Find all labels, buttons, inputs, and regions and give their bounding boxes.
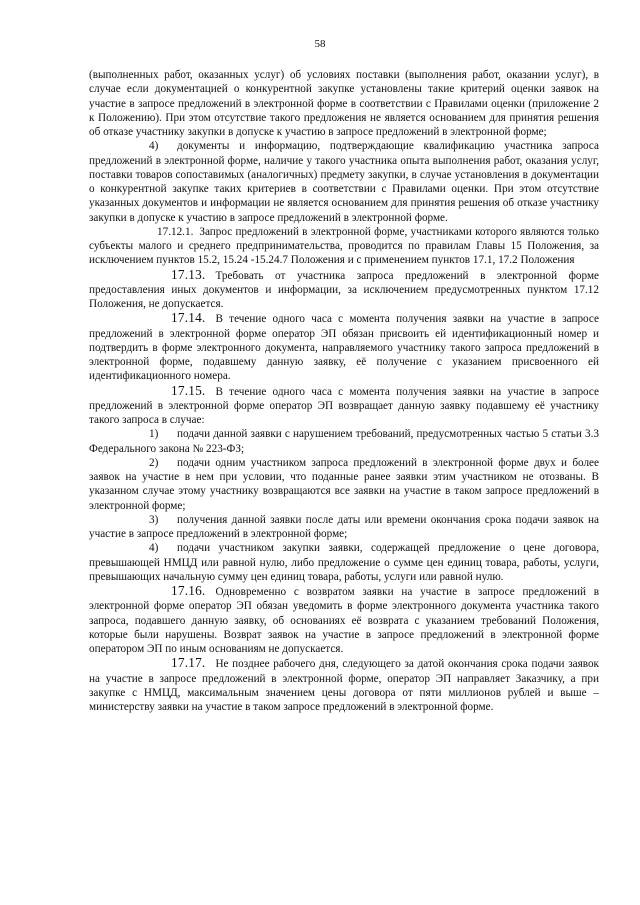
clause-text: Не позднее рабочего дня, следующего за датой окончания срока подачи заявок на участие в запросе предложений в электронной форме, оператор ЭП направляет Заказчику, а при закупке с НМЦД, максимальным значением цены договора от пяти миллионов рублей и выше – министерству заявки на участие в таком запросе предложений в электронной форме. <box>89 658 599 713</box>
clause-text: Запрос предложений в электронной форме, участниками которого являются только субъекты малого и среднего предпринимательства, проводится по правилам Главы 15 Положения, за исключением пунктов 15.2, 15.24 -15.24.7 Положения и с применением пунктов 17.1, 17.2 Положения <box>89 225 599 267</box>
list-item-number: 3) <box>149 513 159 526</box>
clause-text: В течение одного часа с момента получения заявки на участие в запросе предложений в электронной форме оператор ЭП возвращает данную заявку подавшему её участнику такого запроса в случае: <box>89 385 599 426</box>
page-number: 58 <box>314 38 326 50</box>
clause-17-13 <box>89 268 599 312</box>
list-item-text: получения данной заявки после даты или времени окончания срока подачи заявок на участие в запросе предложений в электронной форме; <box>89 513 599 540</box>
clause-17-17 <box>89 656 599 714</box>
clause-17-16 <box>89 584 599 656</box>
list-item-text: документы и информацию, подтверждающие квалификацию участника запроса предложений в электронной форме, наличие у такого участника опыта выполнения работ, оказания услуг, поставки товаров сопоставимых (аналогичных) предмету закупки, в случае установления в документации о конкурентной закупке таких критериев в соответствии с Правилами оценки. При этом отсутствие указанных документов и информации не является основанием для принятия решения об отказе участнику закупки в допуске к участию в запросе предложений в электронной форме. <box>89 140 599 224</box>
list-item-text: подачи одним участником запроса предложений в электронной форме двух и более заявок на участие в нем при условии, что поданные ранее заявки этим участником не отозваны. В указанном случае этому участнику возвращаются все заявки на участие в таком запросе предложений в электронной форме; <box>89 456 599 512</box>
clause-number: 17.17. <box>171 655 206 671</box>
paragraph-continuation <box>89 68 599 139</box>
list-item-number: 2) <box>149 456 159 469</box>
paragraph-text: (выполненных работ, оказанных услуг) об условиях поставки (выполнения работ, оказании услуг), в случае если документацией о конкурентной закупке установлены такие критерий оценки заявок на участие в запросе предложений в электронной форме в соответствии с Правилами оценки (приложение 2 к Положению). При этом отсутствие такого предложения не является основанием для принятия решения об отказе участнику закупки в допуске к участию в запросе предложений в электронной форме; <box>89 69 599 138</box>
clause-text: Одновременно с возвратом заявки на участие в запросе предложений в электронной форме оператор ЭП обязан уведомить в форме электронного документа участника такого запроса, подавшего данную заявку, об основаниях её возврата с указанием требований Положения, которые были нарушены. Возврат заявок на участие в запросе предложений в электронной форме оператором ЭП по иным основаниям не допускается. <box>89 586 599 655</box>
clause-number: 17.12.1. <box>157 225 194 238</box>
list-item-number: 4) <box>149 542 159 555</box>
list-item <box>89 541 599 584</box>
clause-number: 17.14. <box>171 310 206 326</box>
clause-number: 17.16. <box>171 583 206 598</box>
clause-17-14 <box>89 311 599 383</box>
list-item-text: подачи участником закупки заявки, содержащей предложение о цене договора, превышающей НМЦД или равной нулю, либо предложение о сумме цен единиц товара, работы, услуги, превышающих начальную сумму цен единиц товара, работы, услуги или равной нулю. <box>89 542 599 583</box>
clause-text: Требовать от участника запроса предложений в электронной форме предоставления иных документов и информации, за исключением предусмотренных пунктом 17.12 Положения, не допускается. <box>89 269 599 310</box>
clause-17-12-1 <box>89 225 599 268</box>
list-item <box>89 513 599 542</box>
list-item <box>89 139 599 225</box>
document-body <box>89 68 599 714</box>
list-item-number: 4) <box>149 140 159 153</box>
clause-number: 17.15. <box>171 382 206 398</box>
list-item-text: подачи данной заявки с нарушением требований, предусмотренных частью 5 статьи 3.3 Федерального закона № 223-ФЗ; <box>89 428 599 455</box>
list-item-number: 1) <box>149 428 159 441</box>
list-item <box>89 456 599 513</box>
clause-17-15 <box>89 384 599 428</box>
clause-text: В течение одного часа с момента получения заявки на участие в запросе предложений в электронной форме оператор ЭП обязан присвоить ей идентификационный номер и подтвердить в форме электронного документа, направляемого участнику такого запроса предложений в электронной форме, подавшему данную заявку, её получение с указанием присвоенного ей идентификационного номера. <box>89 313 599 383</box>
list-item <box>89 427 599 456</box>
clause-number: 17.13. <box>171 266 206 282</box>
